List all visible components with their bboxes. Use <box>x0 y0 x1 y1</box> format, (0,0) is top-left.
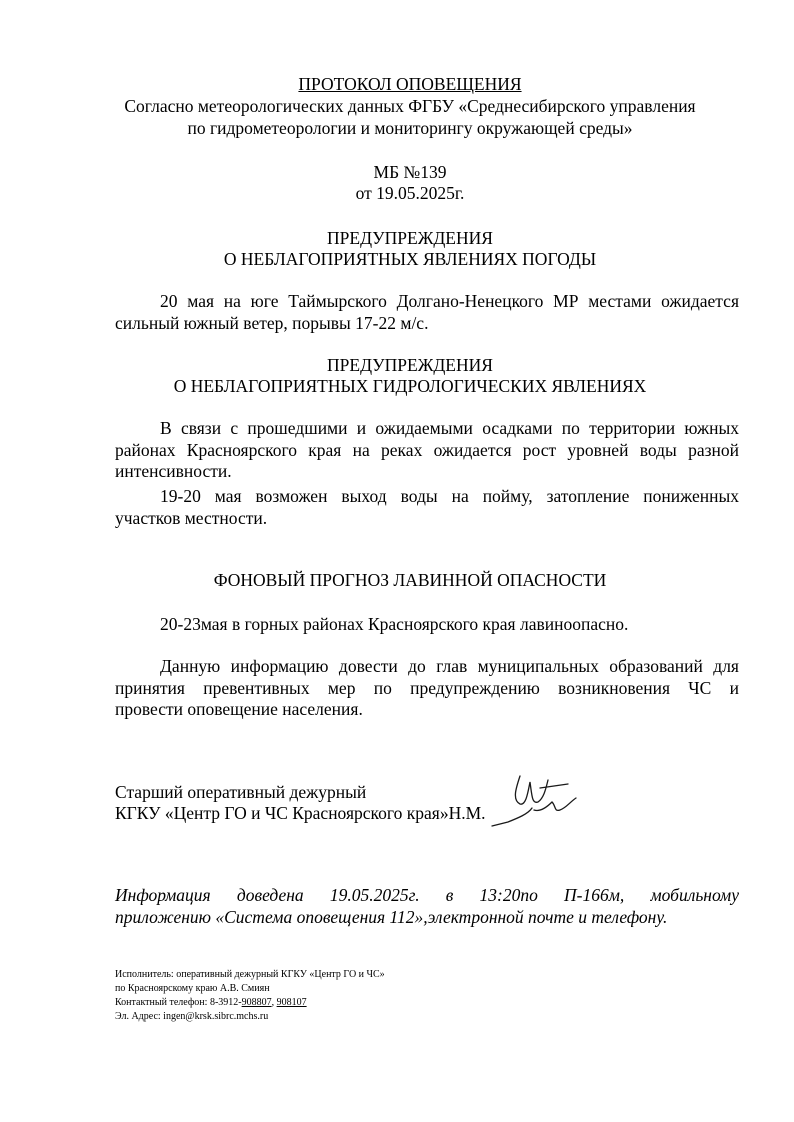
avalanche-heading: ФОНОВЫЙ ПРОГНОЗ ЛАВИННОЙ ОПАСНОСТИ <box>213 570 607 590</box>
hydro-p2-line2: участков местности. <box>115 507 268 528</box>
weather-text-line1: 20 мая на юге Таймырского Долгано-Ненецкого МР местами ожидается <box>160 291 739 311</box>
hydro-p2-line1: 19-20 мая возможен выход воды на пойму, затопление пониженных <box>160 486 739 506</box>
weather-heading-line2: О НЕБЛАГОПРИЯТНЫХ ЯВЛЕНИЯХ ПОГОДЫ <box>223 249 597 269</box>
document-subtitle-line2: по гидрометеорологии и мониторингу окружающей среды» <box>187 118 633 138</box>
hydro-p1-line2: районах Красноярского края на реках ожидается рост уровней воды разной <box>115 439 739 460</box>
footer-phone-1[interactable]: 908807 <box>241 997 272 1008</box>
hydro-paragraph-1 <box>115 418 739 483</box>
weather-paragraph <box>115 291 739 334</box>
footer-phone-label: Контактный телефон: 8-3912- <box>115 997 242 1008</box>
notice-paragraph <box>115 884 739 928</box>
footer-phone <box>115 996 385 1010</box>
hydro-heading-line2: О НЕБЛАГОПРИЯТНЫХ ГИДРОЛОГИЧЕСКИХ ЯВЛЕНИЯХ <box>173 376 647 396</box>
avalanche-text: 20-23мая в горных районах Красноярского края лавиноопасно. <box>160 614 629 634</box>
document-number: МБ №139 <box>373 162 447 182</box>
footer-phone-2[interactable]: 908107 <box>276 997 307 1008</box>
instruction-line3: провести оповещение населения. <box>115 699 363 719</box>
signatory-organization: КГКУ «Центр ГО и ЧС Красноярского края»Н.М. <box>115 803 486 823</box>
weather-heading-line1: ПРЕДУПРЕЖДЕНИЯ <box>327 228 493 248</box>
notice-line2: приложению «Система оповещения 112»,электронной почте и телефону. <box>115 907 668 927</box>
footer-executor-line2: по Красноярскому краю А.В. Смиян <box>115 983 270 994</box>
document-date: от 19.05.2025г. <box>355 183 465 203</box>
signatory-position: Старший оперативный дежурный <box>115 782 367 802</box>
document-title: ПРОТОКОЛ ОПОВЕЩЕНИЯ <box>298 74 522 94</box>
hydro-heading-line1: ПРЕДУПРЕЖДЕНИЯ <box>327 355 493 375</box>
avalanche-paragraph <box>115 614 739 636</box>
footer-phone-separator: , <box>271 997 277 1008</box>
hydro-paragraph-2 <box>115 486 739 529</box>
footer-executor-line1: Исполнитель: оперативный дежурный КГКУ «Центр ГО и ЧС» <box>115 969 385 980</box>
hydro-p1-line3: интенсивности. <box>115 461 232 481</box>
weather-text-line2: сильный южный ветер, порывы 17-22 м/с. <box>115 312 429 333</box>
footer-contacts <box>115 968 385 1024</box>
handwritten-signature-icon <box>480 768 590 838</box>
hydro-p1-line1: В связи с прошедшими и ожидаемыми осадками по территории южных <box>160 418 739 438</box>
notice-line1: Информация доведена 19.05.2025г. в 13:20по П-166м, мобильному <box>115 885 739 905</box>
instruction-paragraph <box>115 656 739 721</box>
footer-email: Эл. Адрес: ingen@krsk.sibrc.mchs.ru <box>115 1011 269 1022</box>
instruction-line2: принятия превентивных мер по предупреждению возникновения ЧС и <box>115 677 739 698</box>
document-subtitle-line1: Согласно метеорологических данных ФГБУ «Среднесибирского управления <box>124 96 696 116</box>
instruction-line1: Данную информацию довести до глав муниципальных образований для <box>160 656 739 676</box>
